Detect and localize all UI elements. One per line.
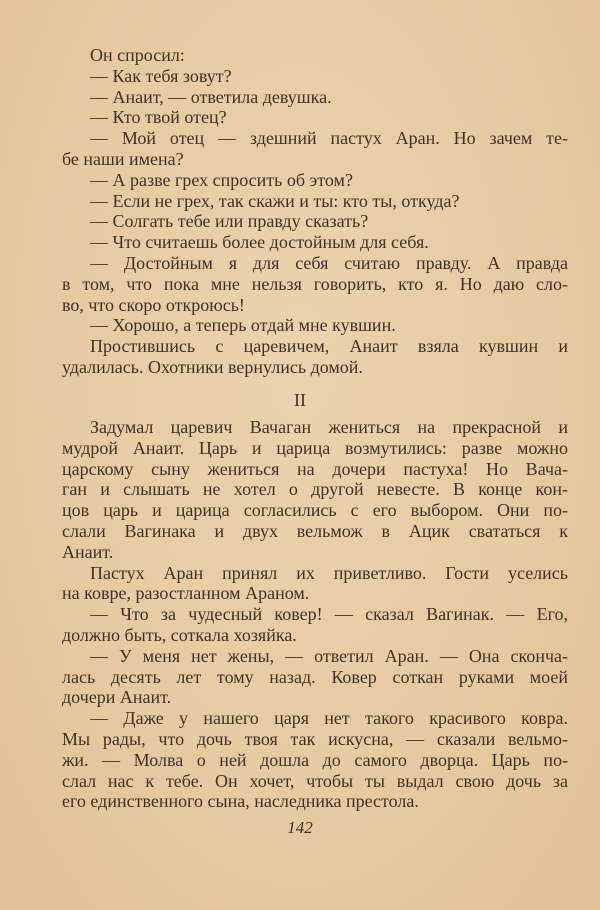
text-line: — Как тебя зовут? bbox=[90, 65, 232, 86]
text-line: Пастух Аран принял их приветливо. Гости уселись bbox=[90, 562, 568, 583]
text-line: царскому сыну жениться на дочери пастуха! Но Вача- bbox=[62, 458, 568, 479]
text-line: должно быть, соткала хозяйка. bbox=[62, 625, 297, 645]
text-line: мудрой Анаит. Царь и царица возмутились: разве можно bbox=[62, 437, 568, 458]
text-line: слал нас к тебе. Он хочет, чтобы ты выдал свою дочь за bbox=[62, 770, 568, 791]
text-line: — Мой отец — здешний пастух Аран. Но зачем те- bbox=[90, 128, 568, 149]
text-line: — У меня нет жены, — ответил Аран. — Она сконча- bbox=[90, 645, 568, 666]
text-line: — Солгать тебе или правду сказать? bbox=[90, 211, 369, 232]
text-line: Он спросил: bbox=[90, 45, 185, 65]
text-line: — Достойным я для себя считаю правду. А правда bbox=[90, 253, 568, 273]
text-line: удалилась. Охотники вернулись домой. bbox=[62, 357, 363, 377]
text-line: ган и слышать не хотел о другой невесте. В конце кон- bbox=[62, 479, 568, 500]
text-line: цов царь и царица согласились с его выбором. Они по- bbox=[62, 500, 568, 521]
chapter-heading: II bbox=[294, 390, 306, 410]
text-line: — Если не грех, так скажи и ты: кто ты, откуда? bbox=[90, 190, 460, 211]
page-number: 142 bbox=[287, 818, 313, 837]
text-line: его единственного сына, наследника престола. bbox=[62, 791, 419, 812]
text-line: — А разве грех спросить об этом? bbox=[90, 169, 353, 190]
text-line: — Даже у нашего царя нет такого красивого ковра. bbox=[90, 708, 568, 729]
text-line: — Анаит, — ответила девушка. bbox=[90, 86, 332, 107]
text-line: Задумал царевич Вачаган жениться на прекрасной и bbox=[90, 417, 568, 437]
text-line: лась десять лет тому назад. Ковер соткан руками моей bbox=[62, 666, 568, 687]
text-line: на ковре, разостланном Араном. bbox=[62, 583, 310, 604]
text-line: жи. — Молва о ней дошла до самого дворца. Царь по- bbox=[62, 749, 568, 770]
text-line: бе наши имена? bbox=[62, 149, 184, 169]
text-line: — Что считаешь более достойным для себя. bbox=[90, 232, 429, 253]
text-line: — Что за чудесный ковер! — сказал Вагинак. — Его, bbox=[90, 604, 568, 625]
text-line: — Хорошо, а теперь отдай мне кувшин. bbox=[90, 315, 396, 336]
text-line: Простившись с царевичем, Анаит взяла кувшин и bbox=[90, 336, 568, 357]
text-line: Мы рады, что дочь твоя так искусна, — сказали вельмо- bbox=[62, 729, 568, 749]
text-line: дочери Анаит. bbox=[62, 687, 172, 708]
text-line: Анаит. bbox=[62, 541, 114, 562]
text-line: в том, что пока мне нельзя говорить, кто я. Но даю сло- bbox=[62, 273, 568, 294]
text-line: слали Вагинака и двух вельмож в Ацик свататься к bbox=[62, 521, 568, 541]
text-line: — Кто твой отец? bbox=[90, 107, 227, 128]
text-line: во, что скоро откроюсь! bbox=[62, 294, 245, 315]
